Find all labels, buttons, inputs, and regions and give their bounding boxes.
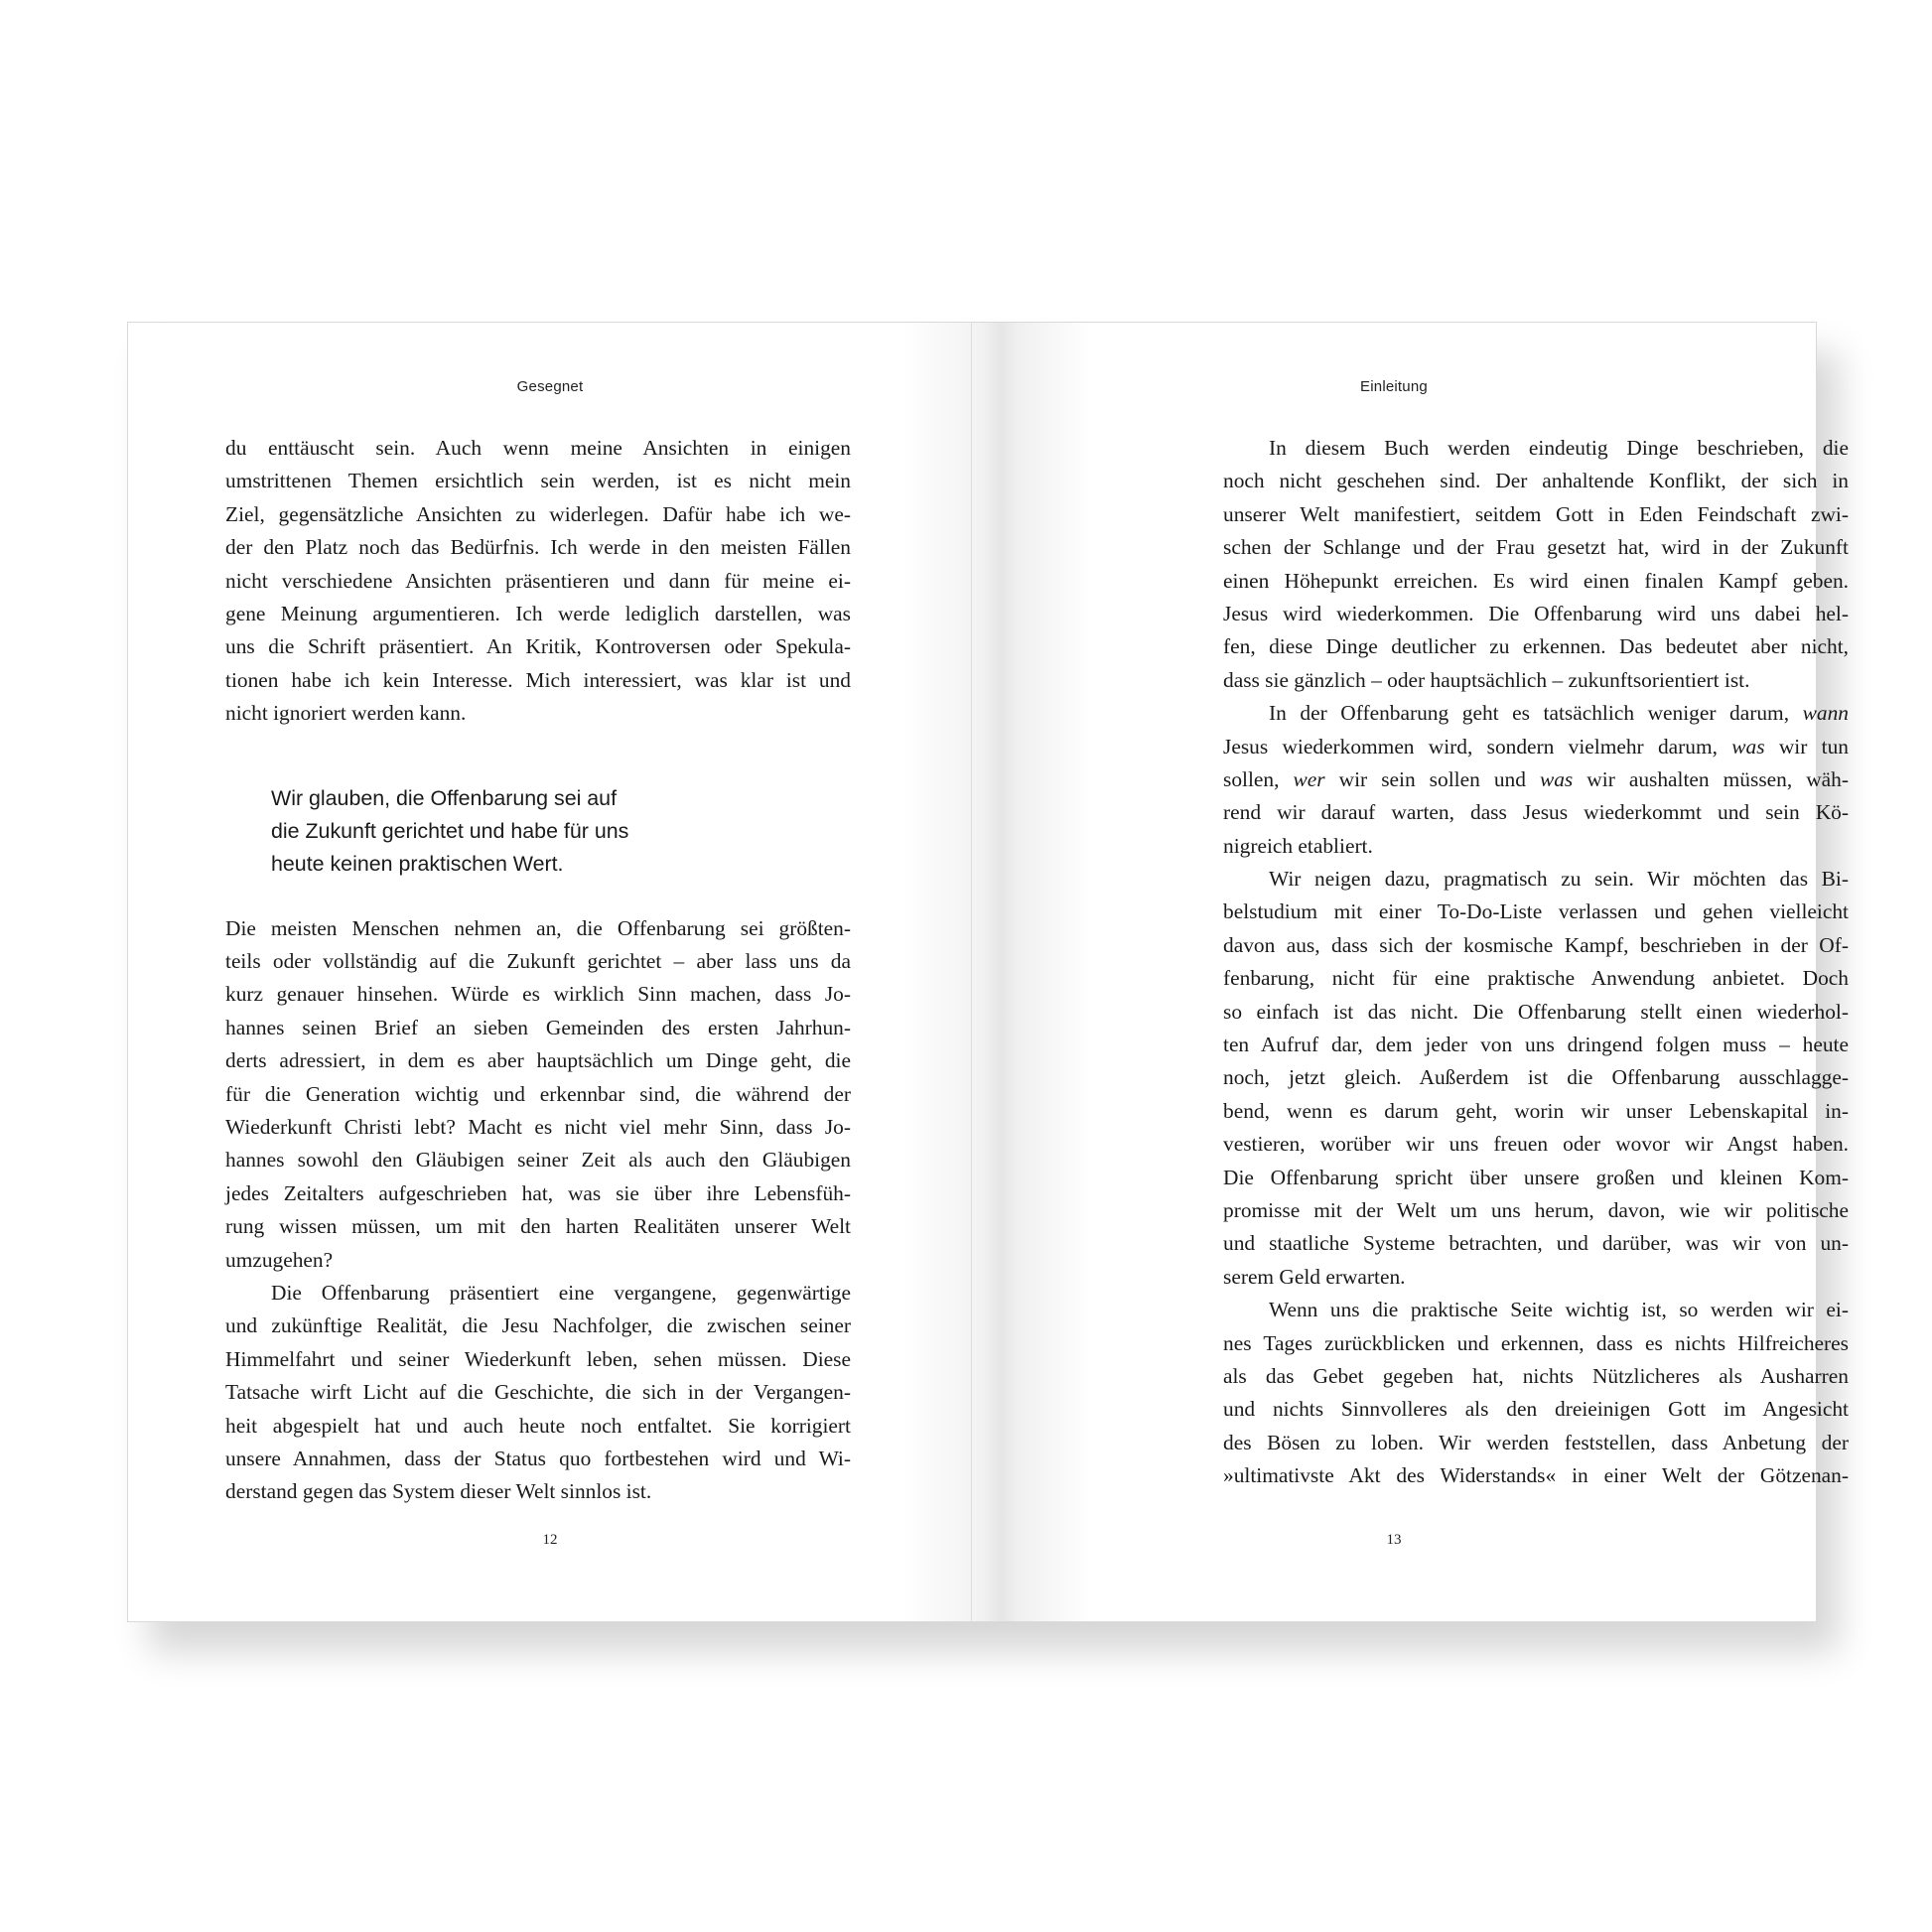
- text-line: des Bösen zu loben. Wir werden feststellen, dass Anbetung der: [1223, 1430, 1849, 1454]
- text-line: tionen habe ich kein Interesse. Mich interessiert, was klar ist und: [225, 667, 851, 692]
- text-line: als das Gebet gegeben hat, nichts Nützlicheres als Ausharren: [1223, 1363, 1849, 1388]
- text-line: derstand gegen das System dieser Welt sinnlos ist.: [225, 1479, 652, 1504]
- text-line: unsere Annahmen, dass der Status quo fortbestehen wird und Wi-: [225, 1446, 851, 1470]
- emphasis: was: [1539, 766, 1574, 791]
- text-line: teils oder vollständig auf die Zukunft gerichtet – aber lass uns da: [225, 949, 851, 974]
- pull-quote: [271, 782, 851, 882]
- pull-quote-line: heute keinen praktischen Wert.: [271, 852, 564, 877]
- text-line: der den Platz noch das Bedürfnis. Ich werde in den meisten Fällen: [225, 535, 851, 560]
- text-line: nicht verschiedene Ansichten präsentieren und dann für meine ei-: [225, 568, 851, 593]
- text-run: wir aushalten müssen, wäh-: [1587, 766, 1849, 791]
- text-line: hannes sowohl den Gläubigen seiner Zeit als auch den Gläubigen: [225, 1148, 851, 1173]
- text-line: kurz genauer hinsehen. Würde es wirklich Sinn machen, dass Jo-: [225, 982, 851, 1007]
- text-run: wir tun: [1778, 734, 1849, 759]
- text-line: derts adressiert, in dem es aber hauptsächlich um Dinge geht, die: [225, 1048, 851, 1073]
- text-line: fen, diese Dinge deutlicher zu erkennen. Das bedeutet aber nicht,: [1223, 634, 1849, 659]
- text-line: noch nicht geschehen sind. Der anhaltende Konflikt, der sich in: [1223, 469, 1849, 493]
- text-line: dass sie gänzlich – oder hauptsächlich – zukunftsorientiert ist.: [1223, 667, 1750, 692]
- text-line: serem Geld erwarten.: [1223, 1264, 1406, 1289]
- book-spread: [127, 322, 1849, 1622]
- text-line: so einfach ist das nicht. Die Offenbarung stellt einen wiederhol-: [1223, 999, 1849, 1024]
- left-body-text: [225, 432, 851, 1509]
- text-line: rung wissen müssen, um mit den harten Realitäten unserer Welt: [225, 1214, 851, 1239]
- text-line: unserer Welt manifestiert, seitdem Gott in Eden Feindschaft zwi-: [1223, 501, 1849, 526]
- text-line: [1223, 697, 1849, 730]
- left-page: [128, 323, 972, 1621]
- left-paragraph-1: [225, 432, 851, 731]
- text-line: Wenn uns die praktische Seite wichtig ist, so werden wir ei-: [1269, 1298, 1849, 1322]
- text-line: rend wir darauf warten, dass Jesus wiederkommt und sein Kö-: [1223, 800, 1849, 825]
- pull-quote-line: die Zukunft gerichtet und habe für uns: [271, 818, 629, 843]
- text-line: davon aus, dass sich der kosmische Kampf, beschrieben in der Of-: [1223, 932, 1849, 957]
- text-line: In diesem Buch werden eindeutig Dinge beschrieben, die: [1269, 436, 1849, 460]
- emphasis: wann: [1802, 701, 1849, 726]
- text-run: Jesus wiederkommen wird, sondern vielmehr darum,: [1223, 734, 1718, 759]
- text-line: jedes Zeitalters aufgeschrieben hat, was sie über ihre Lebensfüh-: [225, 1180, 851, 1205]
- text-line: vestieren, worüber wir uns freuen oder wovor wir Angst haben.: [1223, 1132, 1849, 1157]
- text-line: nicht ignoriert werden kann.: [225, 701, 467, 726]
- page-number-left: 12: [542, 1532, 558, 1548]
- text-line: nigreich etabliert.: [1223, 833, 1373, 858]
- text-run: wir sein sollen und: [1338, 766, 1526, 791]
- text-line: promisse mit der Welt um uns herum, davon, wie wir politische: [1223, 1197, 1849, 1222]
- text-line: und nichts Sinnvolleres als den dreieinigen Gott im Angesicht: [1223, 1397, 1849, 1422]
- text-line: und zukünftige Realität, die Jesu Nachfolger, die zwischen seiner: [225, 1313, 851, 1338]
- text-line: uns die Schrift präsentiert. An Kritik, Kontroversen oder Spekula-: [225, 634, 851, 659]
- text-line: [1223, 731, 1849, 763]
- right-paragraph-2: [1223, 697, 1849, 863]
- text-line: hannes seinen Brief an sieben Gemeinden des ersten Jahrhun-: [225, 1015, 851, 1039]
- text-line: Himmelfahrt und seiner Wiederkunft leben, sehen müssen. Diese: [225, 1346, 851, 1371]
- right-paragraph-3: [1223, 863, 1849, 1294]
- left-paragraph-3: [225, 1277, 851, 1509]
- pull-quote-line: Wir glauben, die Offenbarung sei auf: [271, 785, 618, 810]
- text-line: Wiederkunft Christi lebt? Macht es nicht viel mehr Sinn, dass Jo-: [225, 1115, 851, 1140]
- text-line: und staatliche Systeme betrachten, und darüber, was wir von un-: [1223, 1231, 1849, 1256]
- text-line: gene Meinung argumentieren. Ich werde lediglich darstellen, was: [225, 601, 851, 625]
- text-line: heit abgespielt hat und auch heute noch entfaltet. Sie korrigiert: [225, 1413, 851, 1438]
- text-line: du enttäuscht sein. Auch wenn meine Ansichten in einigen: [225, 436, 851, 460]
- left-paragraph-2: [225, 912, 851, 1277]
- running-head-left: Gesegnet: [516, 378, 584, 395]
- right-page: [972, 323, 1849, 1621]
- text-line: Die meisten Menschen nehmen an, die Offenbarung sei größten-: [225, 915, 851, 940]
- text-line: [1223, 763, 1849, 796]
- text-line: noch, jetzt gleich. Außerdem ist die Offenbarung ausschlagge-: [1223, 1065, 1849, 1090]
- text-line: einen Höhepunkt erreichen. Es wird einen finalen Kampf geben.: [1223, 568, 1849, 593]
- right-paragraph-1: [1223, 432, 1849, 697]
- running-head-right: Einleitung: [1360, 378, 1428, 395]
- emphasis: was: [1731, 734, 1765, 759]
- text-line: Ziel, gegensätzliche Ansichten zu widerlegen. Dafür habe ich we-: [225, 501, 851, 526]
- text-line: Wir neigen dazu, pragmatisch zu sein. Wir möchten das Bi-: [1269, 867, 1849, 892]
- text-line: Die Offenbarung spricht über unsere großen und kleinen Kom-: [1223, 1165, 1849, 1189]
- text-line: bend, wenn es darum geht, worin wir unser Lebenskapital in-: [1223, 1098, 1849, 1123]
- text-line: Die Offenbarung präsentiert eine vergangene, gegenwärtige: [271, 1280, 851, 1305]
- page-number-right: 13: [1386, 1532, 1402, 1548]
- text-line: fenbarung, nicht für eine praktische Anwendung anbietet. Doch: [1223, 966, 1849, 991]
- text-line: Jesus wird wiederkommen. Die Offenbarung wird uns dabei hel-: [1223, 601, 1849, 625]
- text-run: In der Offenbarung geht es tatsächlich weniger darum,: [1269, 701, 1790, 726]
- text-line: umzugehen?: [225, 1247, 334, 1272]
- text-line: belstudium mit einer To-Do-Liste verlassen und gehen vielleicht: [1223, 899, 1849, 924]
- text-line: ten Aufruf dar, dem jeder von uns dringend folgen muss – heute: [1223, 1033, 1849, 1057]
- text-line: nes Tages zurückblicken und erkennen, dass es nichts Hilfreicheres: [1223, 1330, 1849, 1355]
- text-line: schen der Schlange und der Frau gesetzt hat, wird in der Zukunft: [1223, 535, 1849, 560]
- right-body-text: [1223, 432, 1849, 1493]
- text-run: sollen,: [1223, 766, 1280, 791]
- emphasis: wer: [1293, 766, 1325, 791]
- text-line: für die Generation wichtig und erkennbar sind, die während der: [225, 1081, 851, 1106]
- right-paragraph-4: [1223, 1294, 1849, 1492]
- text-line: Tatsache wirft Licht auf die Geschichte, die sich in der Vergangen-: [225, 1380, 851, 1405]
- text-line: umstrittenen Themen ersichtlich sein werden, ist es nicht mein: [225, 469, 851, 493]
- text-line: »ultimativste Akt des Widerstands« in einer Welt der Götzenan-: [1223, 1463, 1849, 1488]
